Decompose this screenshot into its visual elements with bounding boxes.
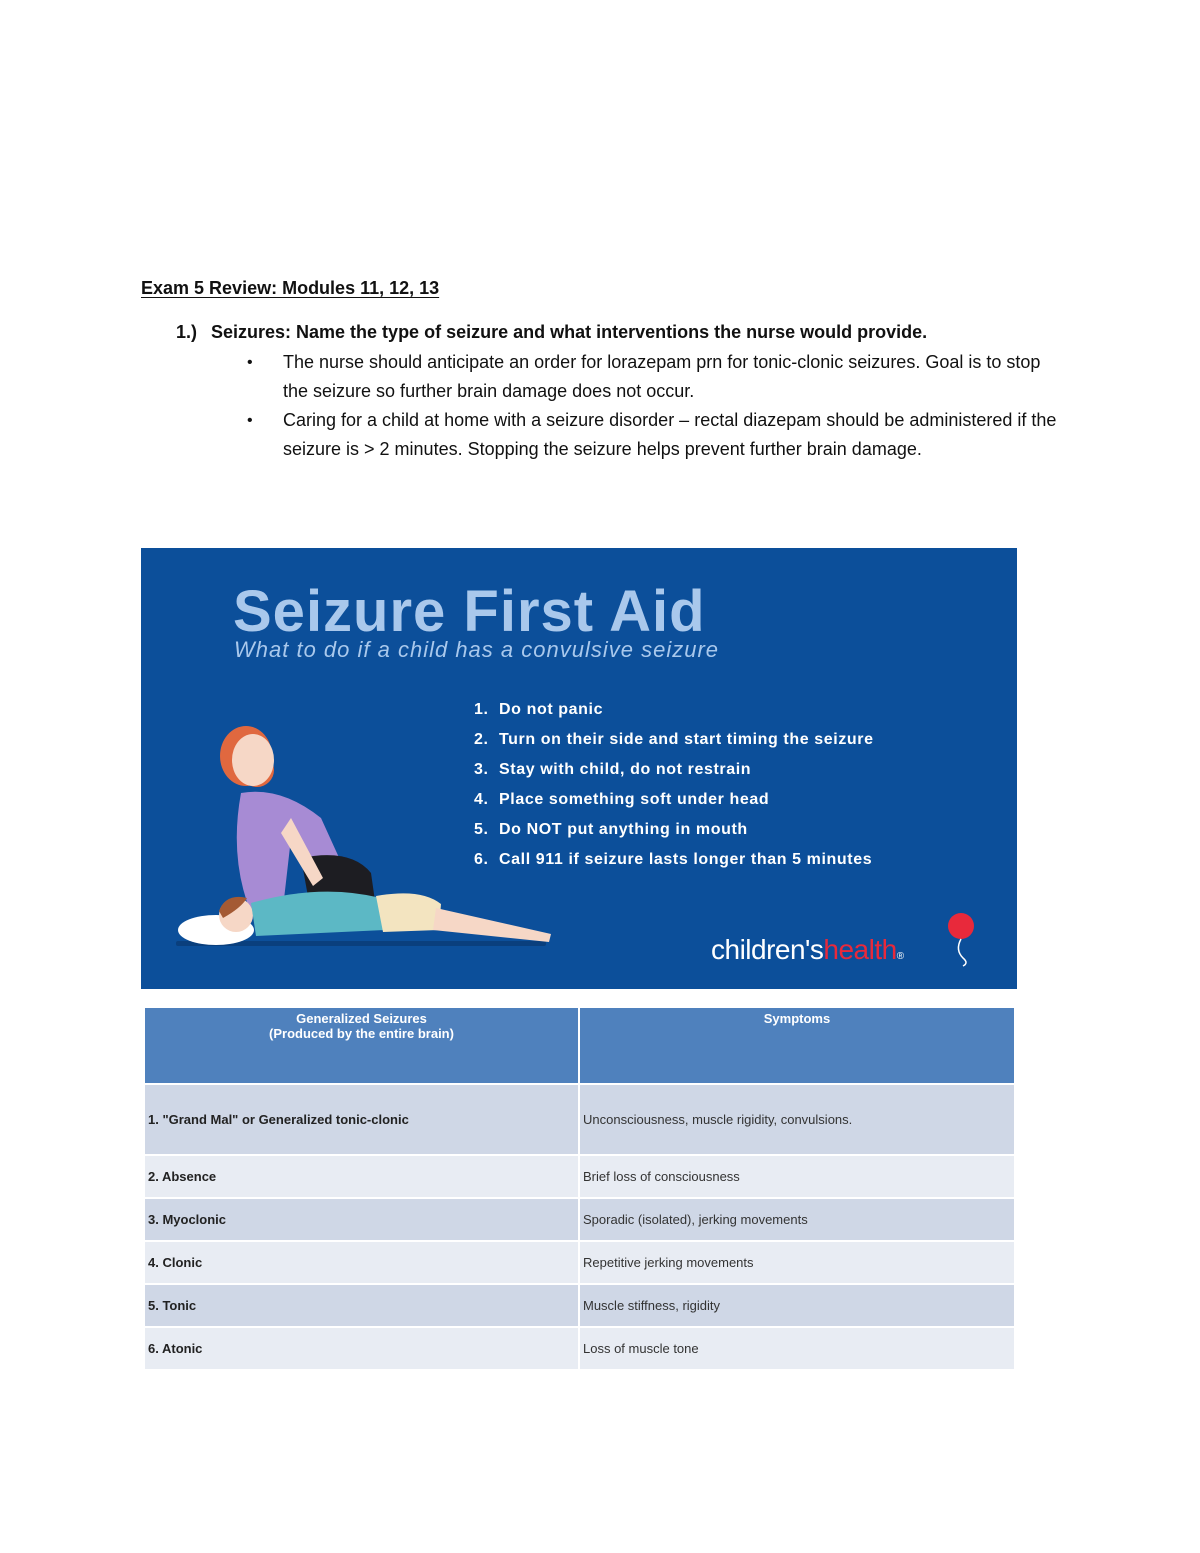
seizure-symptoms: Unconsciousness, muscle rigidity, convulsions. — [579, 1084, 1015, 1155]
seizure-type: 3. Myoclonic — [144, 1198, 579, 1241]
seizure-symptoms: Muscle stiffness, rigidity — [579, 1284, 1015, 1327]
first-aid-step: 6. Call 911 if seizure lasts longer than 5 minutes — [474, 851, 873, 868]
seizure-symptoms: Sporadic (isolated), jerking movements — [579, 1198, 1015, 1241]
doc-title: Exam 5 Review: Modules 11, 12, 13 — [141, 278, 440, 298]
first-aid-step: 3. Stay with child, do not restrain — [474, 761, 752, 778]
table-row — [144, 1155, 1015, 1198]
infographic-title: Seizure First Aid — [233, 579, 706, 644]
seizure-first-aid-infographic — [141, 548, 1017, 989]
seizure-symptoms: Repetitive jerking movements — [579, 1241, 1015, 1284]
first-aid-step: 5. Do NOT put anything in mouth — [474, 821, 748, 838]
table-header-type: Generalized Seizures (Produced by the entire brain) — [144, 1007, 579, 1084]
balloon-icon — [941, 908, 981, 968]
first-aid-steps — [474, 698, 874, 878]
question-text: Seizures: Name the type of seizure and what interventions the nurse would provide. — [211, 322, 928, 342]
question-heading — [176, 322, 927, 343]
seizure-type: 1. "Grand Mal" or Generalized tonic-clonic — [144, 1084, 579, 1155]
seizure-type: 5. Tonic — [144, 1284, 579, 1327]
question-number: 1.) — [176, 322, 198, 342]
table-header-symptoms: Symptoms — [579, 1007, 1015, 1084]
table-row — [144, 1241, 1015, 1284]
seizure-type: 4. Clonic — [144, 1241, 579, 1284]
bullet-diazepam: • Caring for a child at home with a seizure disorder – rectal diazepam should be administered if the seizure is > 2 minutes. Stopping the seizure helps prevent further brain damage. — [283, 406, 1063, 464]
seizure-symptoms: Loss of muscle tone — [579, 1327, 1015, 1370]
first-aid-step: 1. Do not panic — [474, 701, 604, 718]
first-aid-step: 2. Turn on their side and start timing the seizure — [474, 731, 874, 748]
table-row — [144, 1327, 1015, 1370]
answer-bullets — [283, 348, 1063, 464]
seizure-type: 2. Absence — [144, 1155, 579, 1198]
infographic-subtitle: What to do if a child has a convulsive seizure — [234, 637, 720, 662]
table-row — [144, 1198, 1015, 1241]
first-aid-step: 4. Place something soft under head — [474, 791, 770, 808]
childrens-health-logo: children'shealth® — [711, 934, 904, 965]
table-row — [144, 1284, 1015, 1327]
bullet-lorazepam: • The nurse should anticipate an order for lorazepam prn for tonic-clonic seizures. Goal is to stop the seizure so further brain damage does not occur. — [283, 348, 1063, 406]
seizure-type: 6. Atonic — [144, 1327, 579, 1370]
seizure-symptoms: Brief loss of consciousness — [579, 1155, 1015, 1198]
generalized-seizures-table — [143, 1006, 1016, 1371]
table-row — [144, 1084, 1015, 1155]
